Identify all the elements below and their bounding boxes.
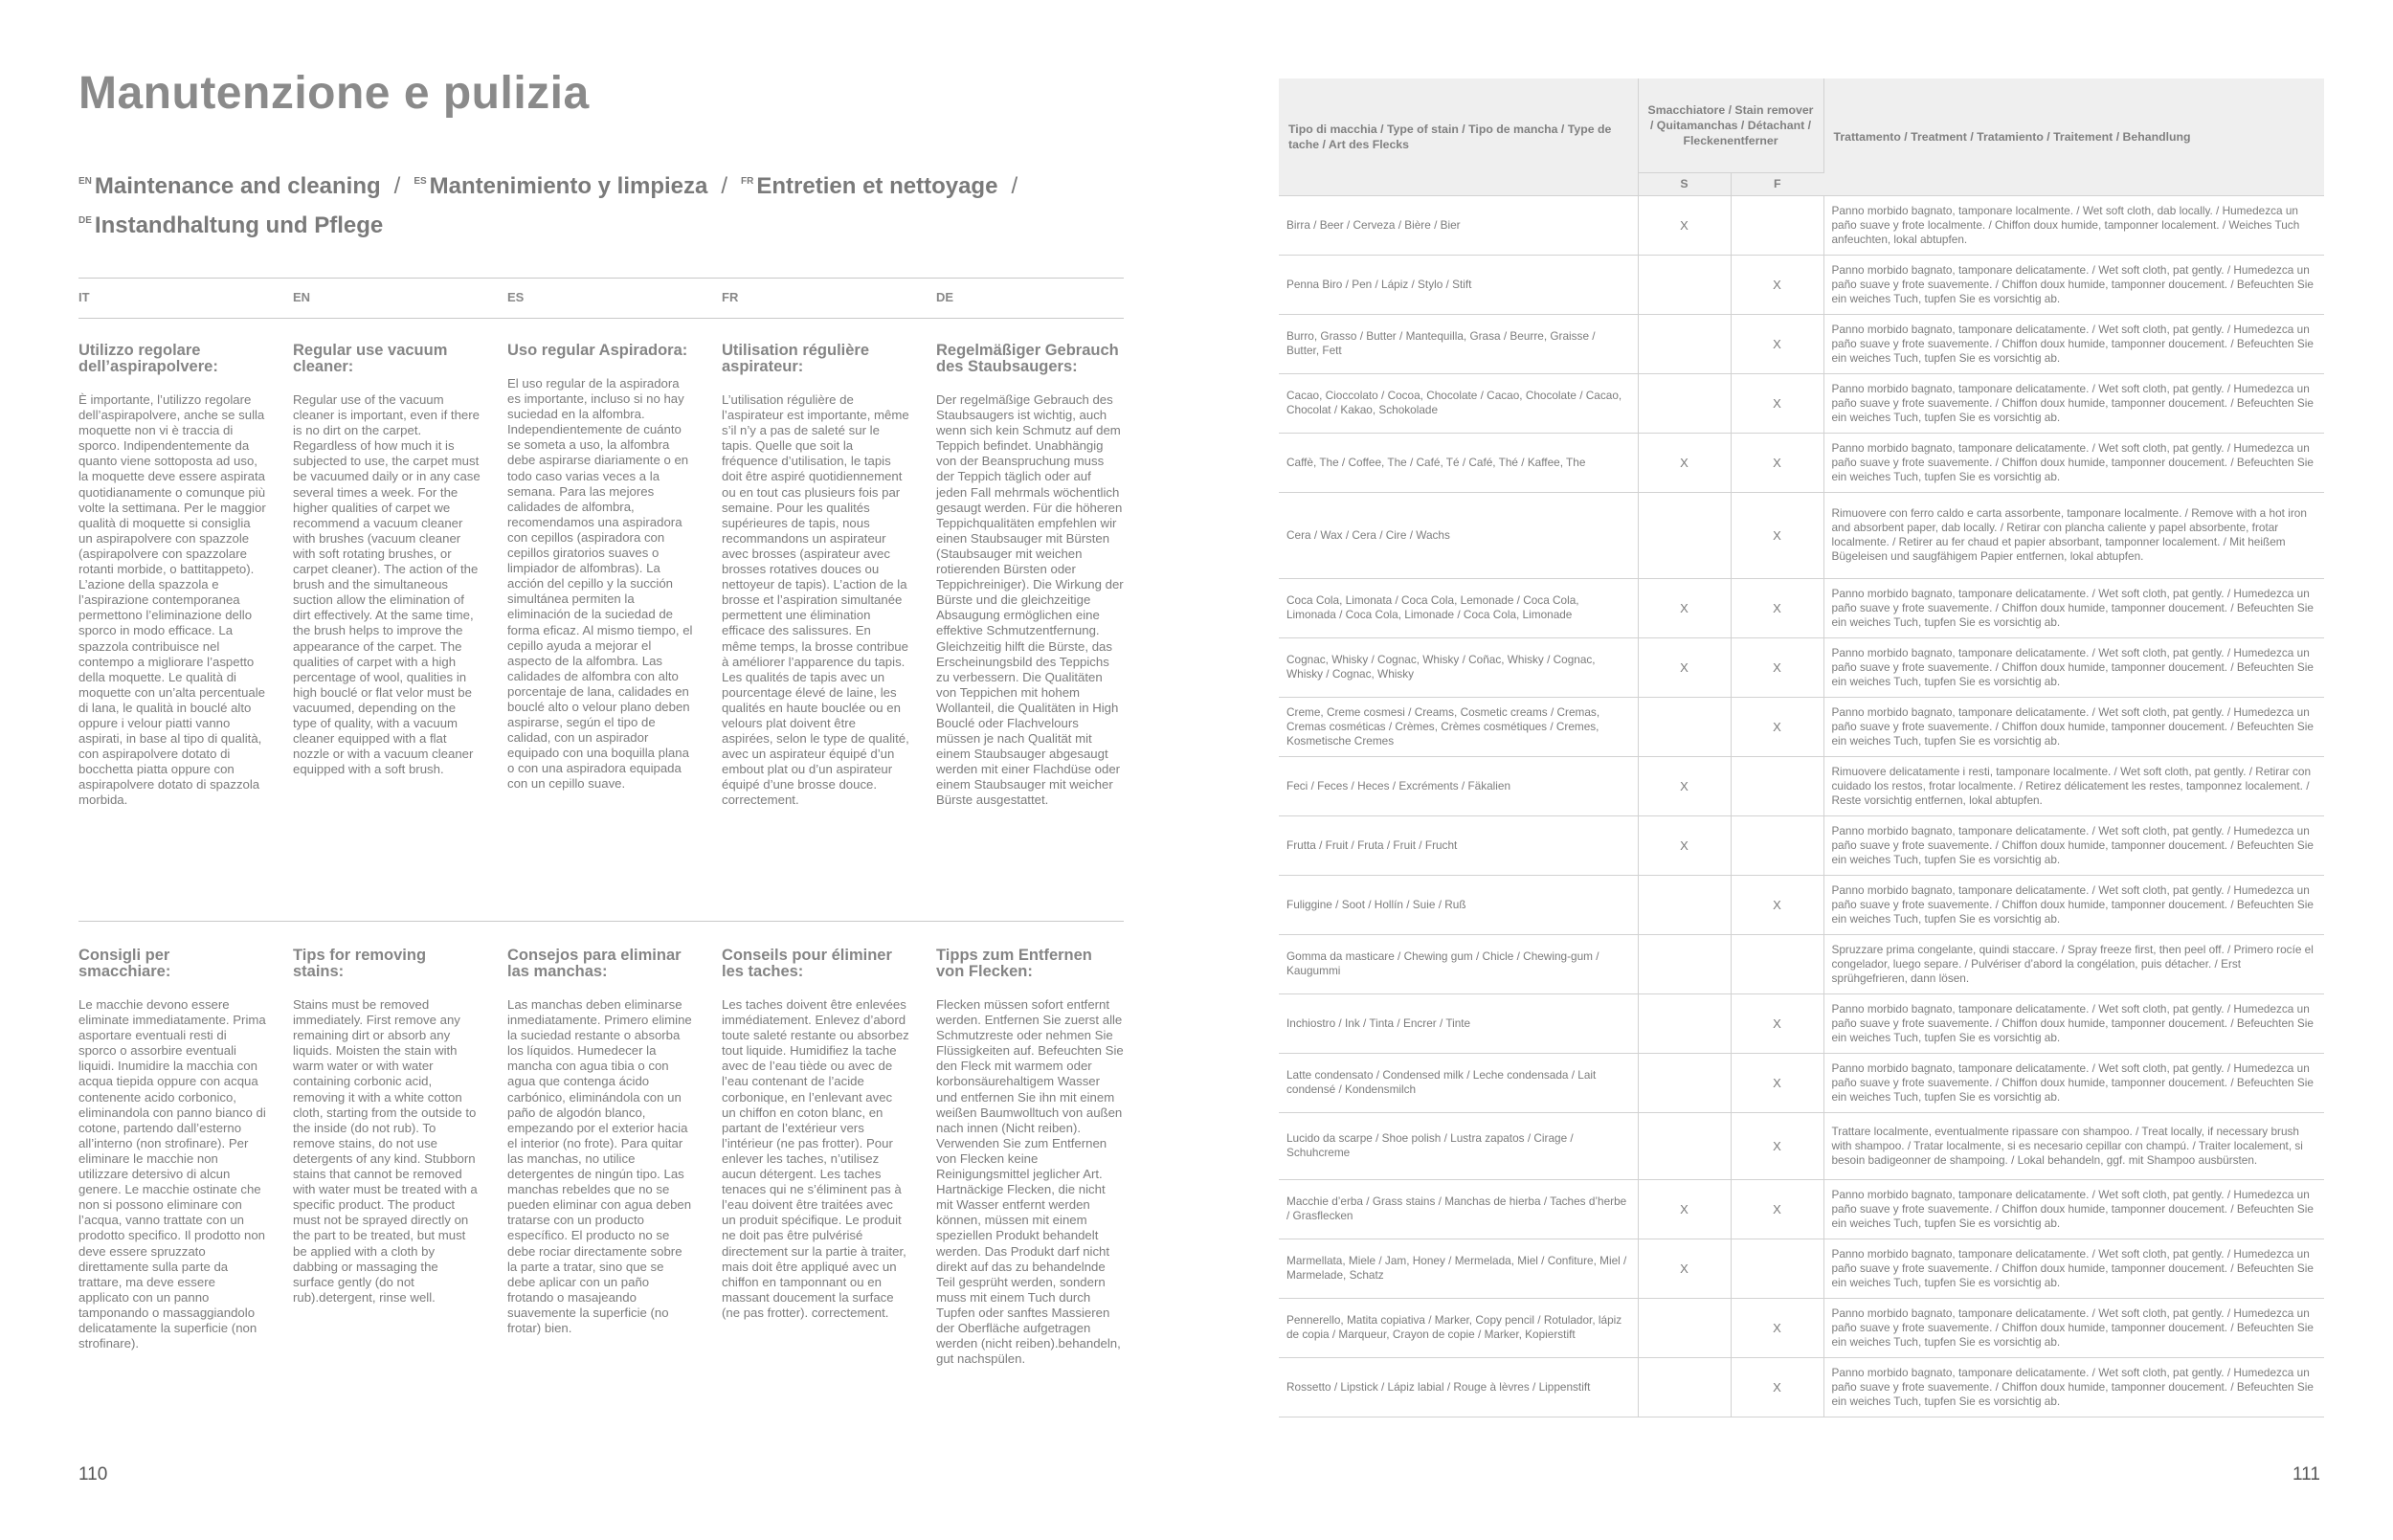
language-label-es: ES — [507, 290, 525, 304]
divider — [78, 921, 1124, 922]
table-row — [1279, 756, 2324, 815]
table-row — [1279, 993, 2324, 1053]
treatment-cell: Panno morbido bagnato, tamponare delicatamente. / Wet soft cloth, pat gently. / Humedezca un paño suave y frote suavemente. / Chiffon doux humide, tamponner doucement. / Befeuchten Sie ein weiches Tuch, tupfen Sie es vorsichtig ab. — [1823, 314, 2324, 373]
remover-s-cell: X — [1638, 433, 1731, 492]
table-row — [1279, 492, 2324, 578]
page-number-left: 110 — [78, 1464, 108, 1484]
section-vacuum-fr — [722, 343, 909, 809]
stain-treatment-table — [1279, 78, 2324, 1417]
stain-type-cell: Rossetto / Lipstick / Lápiz labial / Rouge à lèvres / Lippenstift — [1279, 1357, 1638, 1417]
remover-s-cell — [1638, 993, 1731, 1053]
remover-s-cell: X — [1638, 1239, 1731, 1298]
table-row — [1279, 934, 2324, 993]
remover-f-cell: X — [1731, 373, 1823, 433]
remover-s-cell — [1638, 314, 1731, 373]
table-row — [1279, 815, 2324, 875]
left-page — [0, 0, 1196, 1540]
treatment-cell: Panno morbido bagnato, tamponare delicatamente. / Wet soft cloth, pat gently. / Humedezca un paño suave y frote suavemente. / Chiffon doux humide, tamponner doucement. / Befeuchten Sie ein weiches Tuch, tupfen Sie es vorsichtig ab. — [1823, 255, 2324, 314]
stain-type-cell: Pennerello, Matita copiativa / Marker, Copy pencil / Rotulador, lápiz de copia / Marqueur, Crayon de copie / Marker, Kopierstift — [1279, 1298, 1638, 1357]
table-row — [1279, 255, 2324, 314]
remover-f-cell — [1731, 815, 1823, 875]
table-row — [1279, 433, 2324, 492]
subtitle-de: $^{DE}$ Instandhaltung und Pflege — [78, 212, 384, 238]
remover-f-cell: X — [1731, 697, 1823, 756]
table-row — [1279, 314, 2324, 373]
remover-f-cell: X — [1731, 255, 1823, 314]
table-row — [1279, 875, 2324, 934]
section-body: Flecken müssen sofort entfernt werden. Entfernen Sie zuerst alle Schmutzreste oder nehmen Sie Flüssigkeiten auf. Befeuchten Sie den Fleck mit warmem oder korbonsäurehaltigem Wasser und entfernen Sie ihn mit einem weißen Baumwolltuch von außen nach innen (Nicht reiben). Verwenden Sie zum Entfernen von Flecken keine Reinigungsmittel jeglicher Art. Hartnäckige Flecken, die nicht mit Wasser entfernt werden können, müssen mit einem speziellen Produkt behandelt werden. Das Produkt darf nicht direkt auf das zu behandelnde Teil gesprüht werden, sondern muss mit einem Tuch durch Tupfen oder sanftes Massieren der Oberfläche aufgetragen werden (nicht reiben).behandeln, gut nachspülen. — [936, 997, 1124, 1367]
stain-type-cell: Marmellata, Miele / Jam, Honey / Mermelada, Miel / Confiture, Miel / Marmelade, Schatz — [1279, 1239, 1638, 1298]
treatment-cell: Trattare localmente, eventualmente ripassare con shampoo. / Treat locally, if necessary brush with shampoo. / Tratar localmente, si es necesario cepillar con champú. / Traiter localement, si besoin badigeonner de shampoing. / Lokal behandeln, ggf. mit Shampoo ausbürsten. — [1823, 1112, 2324, 1179]
table-row — [1279, 578, 2324, 637]
section-body: Der regelmäßige Gebrauch des Staubsaugers ist wichtig, auch wenn sich kein Schmutz auf dem Teppich befindet. Unabhängig von der Beanspruchung muss der Teppich täglich oder auf jeden Fall mehrmals wöchentlich gesaugt werden. Für die höheren Teppichqualitäten empfehlen wir einen Staubsauger mit Bürsten (Staubsauger mit weichen rotierenden Bürsten oder Teppichreiniger). Die Wirkung der Bürste und die gleichzeitige Absaugung ermöglichen eine effektive Schmutzentfernung. Gleichzeitig hilft die Bürste, das Erscheinungsbild des Teppichs zu verbessern. Die Qualitäten von Teppichen mit hohem Wollanteil, die Qualitäten in High Bouclé oder Flachvelours müssen je nach Qualität mit einem Staubsauger abgesaugt werden mit einer Flachdüse oder einem Staubsauger mit weicher Bürste ausgestattet. — [936, 392, 1124, 808]
subtitle-fr: $^{FR}$ Entretien et nettoyage — [741, 173, 998, 199]
treatment-cell: Panno morbido bagnato, tamponare delicatamente. / Wet soft cloth, pat gently. / Humedezca un paño suave y frote suavemente. / Chiffon doux humide, tamponner doucement. / Befeuchten Sie ein weiches Tuch, tupfen Sie es vorsichtig ab. — [1823, 1357, 2324, 1417]
treatment-cell: Panno morbido bagnato, tamponare delicatamente. / Wet soft cloth, pat gently. / Humedezca un paño suave y frote suavemente. / Chiffon doux humide, tamponner doucement. / Befeuchten Sie ein weiches Tuch, tupfen Sie es vorsichtig ab. — [1823, 433, 2324, 492]
treatment-cell: Panno morbido bagnato, tamponare delicatamente. / Wet soft cloth, pat gently. / Humedezca un paño suave y frote suavemente. / Chiffon doux humide, tamponner doucement. / Befeuchten Sie ein weiches Tuch, tupfen Sie es vorsichtig ab. — [1823, 578, 2324, 637]
treatment-cell: Panno morbido bagnato, tamponare delicatamente. / Wet soft cloth, pat gently. / Humedezca un paño suave y frote suavemente. / Chiffon doux humide, tamponner doucement. / Befeuchten Sie ein weiches Tuch, tupfen Sie es vorsichtig ab. — [1823, 637, 2324, 697]
remover-s-cell — [1638, 373, 1731, 433]
treatment-cell: Panno morbido bagnato, tamponare delicatamente. / Wet soft cloth, pat gently. / Humedezca un paño suave y frote suavemente. / Chiffon doux humide, tamponner doucement. / Befeuchten Sie ein weiches Tuch, tupfen Sie es vorsichtig ab. — [1823, 875, 2324, 934]
stain-type-cell: Penna Biro / Pen / Lápiz / Stylo / Stift — [1279, 255, 1638, 314]
stain-type-cell: Gomma da masticare / Chewing gum / Chicle / Chewing-gum / Kaugummi — [1279, 934, 1638, 993]
table-row — [1279, 697, 2324, 756]
treatment-cell: Panno morbido bagnato, tamponare delicatamente. / Wet soft cloth, pat gently. / Humedezca un paño suave y frote suavemente. / Chiffon doux humide, tamponner doucement. / Befeuchten Sie ein weiches Tuch, tupfen Sie es vorsichtig ab. — [1823, 1298, 2324, 1357]
remover-f-cell: X — [1731, 1112, 1823, 1179]
remover-s-cell: X — [1638, 578, 1731, 637]
section-stains-de — [936, 948, 1124, 1367]
header-remover-f: F — [1731, 172, 1823, 195]
remover-s-cell — [1638, 1053, 1731, 1112]
treatment-cell: Panno morbido bagnato, tamponare localmente. / Wet soft cloth, dab locally. / Humedezca un paño suave y frote localmente. / Chiffon doux humide, tamponner localement. / Weiches Tuch anfeuchten, lokal abtupfen. — [1823, 195, 2324, 255]
stain-type-cell: Inchiostro / Ink / Tinta / Encrer / Tinte — [1279, 993, 1638, 1053]
remover-s-cell: X — [1638, 637, 1731, 697]
subtitle-en: $^{EN}$ Maintenance and cleaning — [78, 173, 381, 199]
language-label-it: IT — [78, 290, 90, 304]
table-row — [1279, 1179, 2324, 1239]
treatment-cell: Panno morbido bagnato, tamponare delicatamente. / Wet soft cloth, pat gently. / Humedezca un paño suave y frote suavemente. / Chiffon doux humide, tamponner doucement. / Befeuchten Sie ein weiches Tuch, tupfen Sie es vorsichtig ab. — [1823, 1179, 2324, 1239]
multilingual-subtitle — [78, 165, 1131, 243]
remover-s-cell: X — [1638, 756, 1731, 815]
stain-type-cell: Latte condensato / Condensed milk / Leche condensada / Lait condensé / Kondensmilch — [1279, 1053, 1638, 1112]
section-heading: Regular use vacuum cleaner: — [293, 342, 448, 375]
remover-f-cell: X — [1731, 637, 1823, 697]
stain-type-cell: Cacao, Cioccolato / Cocoa, Chocolate / Cacao, Chocolate / Cacao, Chocolat / Kakao, Schokolade — [1279, 373, 1638, 433]
section-body: Regular use of the vacuum cleaner is important, even if there is no dirt on the carpet. Regardless of how much it is subjected to use, the carpet must be vacuumed daily or in any case several times a week. For the higher qualities of carpet we recommend a vacuum cleaner with brushes (vacuum cleaner with soft rotating brushes, or carpet cleaner). The action of the brush and the simultaneous suction allow the elimination of dirt effectively. At the same time, the brush helps to improve the appearance of the carpet. The qualities of carpet with a high percentage of wool, qualities in high bouclé or flat velor must be vacuumed, depending on the type of quality, with a vacuum cleaner equipped with a flat nozzle or with a vacuum cleaner equipped with a soft brush. — [293, 392, 481, 777]
table-row — [1279, 637, 2324, 697]
remover-s-cell: X — [1638, 1179, 1731, 1239]
section-vacuum-de — [936, 343, 1124, 809]
stain-type-cell: Feci / Feces / Heces / Excréments / Fäkalien — [1279, 756, 1638, 815]
section-heading: Utilisation régulière aspirateur: — [722, 342, 870, 375]
section-body: È importante, l’utilizzo regolare dell’aspirapolvere, anche se sulla moquette non vi è traccia di sporco. Indipendentemente da quanto viene sottoposta ad uso, la moquette deve essere aspirata quotidianamente o comunque più volte la settimana. Per le maggior qualità di moquette si consiglia un aspirapolvere con spazzole (aspirapolvere con spazzolare rotanti morbide, o battitappeto). L’azione della spazzola e l’aspirazione contemporanea permettono l’eliminazione dello sporco in modo efficace. La spazzola contribuisce nel contempo a migliorare l’aspetto della moquette. Le qualità di moquette con un’alta percentuale di lana, le qualità in bouclé alto oppure i velour piatti vanno aspirati, in base al tipo di qualità, con aspirapolvere dotato di bocchetta piatta oppure con aspirapolvere dotato di spazzola morbida. — [78, 392, 266, 808]
header-treatment: Trattamento / Treatment / Tratamiento / Traitement / Behandlung — [1823, 78, 2324, 195]
section-heading: Regelmäßiger Gebrauch des Staubsaugers: — [936, 342, 1119, 375]
stain-type-cell: Cera / Wax / Cera / Cire / Wachs — [1279, 492, 1638, 578]
stain-type-cell: Cognac, Whisky / Cognac, Whisky / Coñac, Whisky / Cognac, Whisky / Cognac, Whisky — [1279, 637, 1638, 697]
stain-type-cell: Frutta / Fruit / Fruta / Fruit / Frucht — [1279, 815, 1638, 875]
stain-type-cell: Birra / Beer / Cerveza / Bière / Bier — [1279, 195, 1638, 255]
stain-type-cell: Caffè, The / Coffee, The / Café, Té / Café, Thé / Kaffee, The — [1279, 433, 1638, 492]
remover-f-cell — [1731, 934, 1823, 993]
remover-s-cell — [1638, 492, 1731, 578]
remover-f-cell: X — [1731, 433, 1823, 492]
treatment-cell: Panno morbido bagnato, tamponare delicatamente. / Wet soft cloth, pat gently. / Humedezca un paño suave y frote suavemente. / Chiffon doux humide, tamponner doucement. / Befeuchten Sie ein weiches Tuch, tupfen Sie es vorsichtig ab. — [1823, 373, 2324, 433]
remover-f-cell: X — [1731, 492, 1823, 578]
language-label-de: DE — [936, 290, 954, 304]
section-stains-es — [507, 948, 695, 1336]
remover-f-cell — [1731, 195, 1823, 255]
treatment-cell: Panno morbido bagnato, tamponare delicatamente. / Wet soft cloth, pat gently. / Humedezca un paño suave y frote suavemente. / Chiffon doux humide, tamponner doucement. / Befeuchten Sie ein weiches Tuch, tupfen Sie es vorsichtig ab. — [1823, 993, 2324, 1053]
remover-s-cell — [1638, 1357, 1731, 1417]
remover-f-cell — [1731, 756, 1823, 815]
remover-s-cell — [1638, 1298, 1731, 1357]
stain-type-cell: Creme, Creme cosmesi / Creams, Cosmetic creams / Cremas, Cremas cosméticas / Crèmes, Crèmes cosmétiques / Cremes, Kosmetische Cremes — [1279, 697, 1638, 756]
stain-type-cell: Burro, Grasso / Butter / Mantequilla, Grasa / Beurre, Graisse / Butter, Fett — [1279, 314, 1638, 373]
remover-s-cell — [1638, 255, 1731, 314]
remover-f-cell: X — [1731, 1179, 1823, 1239]
subtitle-separator: / — [393, 173, 401, 199]
section-body: Las manchas deben eliminarse inmediatamente. Primero elimine la suciedad restante o absorba los líquidos. Humedecer la mancha con agua tibia o con agua que contenga ácido carbónico, eliminándola con un paño de algodón blanco, empezando por el exterior hacia el interior (no frote). Para quitar las manchas, no utilice detergentes de ningún tipo. Las manchas rebeldes que no se pueden eliminar con agua deben tratarse con un producto específico. El producto no se debe rociar directamente sobre la parte a tratar, sino que se debe aplicar con un paño frotando o masajeando suavemente la superficie (no frotar) bien. — [507, 997, 692, 1335]
section-vacuum-es — [507, 343, 695, 792]
section-heading: Utilizzo regolare dell’aspirapolvere: — [78, 342, 218, 375]
treatment-cell: Panno morbido bagnato, tamponare delicatamente. / Wet soft cloth, pat gently. / Humedezca un paño suave y frote suavemente. / Chiffon doux humide, tamponner doucement. / Befeuchten Sie ein weiches Tuch, tupfen Sie es vorsichtig ab. — [1823, 697, 2324, 756]
table-row — [1279, 373, 2324, 433]
section-body: Stains must be removed immediately. First remove any remaining dirt or absorb any liquids. Moisten the stain with warm water or with water containing corbonic acid, removing it with a white cotton cloth, starting from the outside to the inside (do not rub). To remove stains, do not use detergents of any kind. Stubborn stains that cannot be removed with water must be treated with a specific product. The product must not be sprayed directly on the part to be treated, but must be applied with a cloth by dabbing or massaging the surface gently (do not rub).detergent, rinse well. — [293, 997, 478, 1305]
language-label-fr: FR — [722, 290, 739, 304]
divider — [78, 278, 1124, 279]
stain-type-cell: Lucido da scarpe / Shoe polish / Lustra zapatos / Cirage / Schuhcreme — [1279, 1112, 1638, 1179]
divider — [78, 318, 1124, 319]
section-vacuum-it — [78, 343, 266, 809]
table-row — [1279, 195, 2324, 255]
remover-s-cell: X — [1638, 815, 1731, 875]
remover-s-cell — [1638, 697, 1731, 756]
table-row — [1279, 1112, 2324, 1179]
table-row — [1279, 1239, 2324, 1298]
section-heading: Tipps zum Entfernen von Flecken: — [936, 947, 1092, 980]
remover-f-cell: X — [1731, 993, 1823, 1053]
treatment-cell: Spruzzare prima congelante, quindi staccare. / Spray freeze first, then peel off. / Primero rocíe el congelador, luego separe. / Pulvériser d’abord la congélation, puis détacher. / Erst sprühgefrieren, dann lösen. — [1823, 934, 2324, 993]
treatment-cell: Rimuovere con ferro caldo e carta assorbente, tamponare localmente. / Remove with a hot iron and absorbent paper, dab locally. / Retirar con plancha caliente y papel absorbente, frotar localmente. / Retirer au fer chaud et papier absorbant, tamponner localement. / Mit heißem Bügeleisen und saugfähigem Papier entfernen, lokal abtupfen. — [1823, 492, 2324, 578]
remover-s-cell: X — [1638, 195, 1731, 255]
section-heading: Tips for removing stains: — [293, 947, 427, 980]
remover-f-cell — [1731, 1239, 1823, 1298]
table-row — [1279, 1357, 2324, 1417]
section-heading: Consejos para eliminar las manchas: — [507, 947, 682, 980]
section-vacuum-en — [293, 343, 481, 777]
section-heading: Consigli per smacchiare: — [78, 947, 171, 980]
remover-f-cell: X — [1731, 314, 1823, 373]
remover-f-cell: X — [1731, 578, 1823, 637]
subtitle-separator: / — [1011, 173, 1018, 199]
stain-type-cell: Coca Cola, Limonata / Coca Cola, Lemonade / Coca Cola, Limonada / Coca Cola, Limonade / Coca Cola, Limonade — [1279, 578, 1638, 637]
remover-s-cell — [1638, 875, 1731, 934]
page-number-right: 111 — [2292, 1464, 2320, 1484]
section-body: L’utilisation régulière de l’aspirateur est importante, même s’il n’y a pas de saleté sur le tapis. Quelle que soit la fréquence d’utilisation, le tapis doit être aspiré quotidiennement ou en tout cas plusieurs fois par semaine. Pour les qualités supérieures de tapis, nous recommandons un aspirateur avec brosses (aspirateur avec brosses rotatives douces ou nettoyeur de tapis). L’action de la brosse et l’aspiration simultanée permettent une élimination efficace des salissures. En même temps, la brosse contribue à améliorer l’apparence du tapis. Les qualités de tapis avec un pourcentage élevé de laine, les qualités en haute bouclée ou en velours plat doivent être aspirées, selon le type de qualité, avec un aspirateur équipé d’un embout plat ou d’un aspirateur équipé d’une brosse douce. correctement. — [722, 392, 909, 808]
header-stain-type: Tipo di macchia / Type of stain / Tipo de mancha / Type de tache / Art des Flecks — [1279, 78, 1638, 195]
section-body: Les taches doivent être enlevées immédiatement. Enlevez d’abord toute saleté restante ou absorbez tout liquide. Humidifiez la tache avec de l’eau tiède ou avec de l’eau contenant de l’acide corbonique, en l’enlevant avec un chiffon en coton blanc, en partant de l’extérieur vers l’intérieur (ne pas frotter). Pour enlever les taches, n’utilisez aucun détergent. Les taches tenaces qui ne s’éliminent pas à l’eau doivent être traitées avec un produit spécifique. Le produit ne doit pas être pulvérisé directement sur la partie à traiter, mais doit être appliqué avec un chiffon en tamponnant ou en massant doucement la surface (ne pas frotter). correctement. — [722, 997, 909, 1320]
remover-f-cell: X — [1731, 1298, 1823, 1357]
subtitle-separator: / — [721, 173, 728, 199]
remover-f-cell: X — [1731, 875, 1823, 934]
section-heading: Uso regular Aspiradora: — [507, 342, 688, 359]
language-label-en: EN — [293, 290, 311, 304]
section-body: El uso regular de la aspiradora es importante, incluso si no hay suciedad en la alfombra. Independientemente de cuánto se someta a uso, la alfombra debe aspirarse diariamente o en todo caso varias veces a la semana. Para las mejores calidades de alfombra, recomendamos una aspiradora con cepillos (aspiradora con cepillos giratorios suaves o limpiador de alfombras). La acción del cepillo y la succión simultánea permiten la eliminación de la suciedad de forma eficaz. Al mismo tiempo, el cepillo ayuda a mejorar el aspecto de la alfombra. Las calidades de alfombra con alto porcentaje de lana, calidades en bouclé alto o velour plano deben aspirarse, según el tipo de calidad, con un aspirador equipado con una boquilla plana o con una aspiradora equipada con un cepillo suave. — [507, 376, 693, 792]
section-body: Le macchie devono essere eliminate immediatamente. Prima asportare eventuali resti di sporco o assorbire eventuali liquidi. Inumidire la macchia con acqua tiepida oppure con acqua contenente acido corbonico, eliminandola con panno bianco di cotone, partendo dall’esterno all’interno (non strofinare). Per eliminare le macchie non utilizzare detersivo di alcun genere. Le macchie ostinate che non si possono eliminare con l’acqua, vanno trattate con un prodotto specifico. Il prodotto non deve essere spruzzato direttamente sulla parte da trattare, ma deve essere applicato con un panno tamponando o massaggiandolo delicatamente la superficie (non strofinare). — [78, 997, 266, 1351]
treatment-cell: Rimuovere delicatamente i resti, tamponare localmente. / Wet soft cloth, pat gently. / Retirar con cuidado los restos, frotar localmente. / Retirez délicatement les restes, tamponnez localement. / Reste vorsichtig entfernen, lokal abtupfen. — [1823, 756, 2324, 815]
stain-type-cell: Fuliggine / Soot / Hollín / Suie / Ruß — [1279, 875, 1638, 934]
table-body — [1279, 195, 2324, 1417]
remover-f-cell: X — [1731, 1357, 1823, 1417]
section-stains-it — [78, 948, 266, 1351]
treatment-cell: Panno morbido bagnato, tamponare delicatamente. / Wet soft cloth, pat gently. / Humedezca un paño suave y frote suavemente. / Chiffon doux humide, tamponner doucement. / Befeuchten Sie ein weiches Tuch, tupfen Sie es vorsichtig ab. — [1823, 1239, 2324, 1298]
treatment-cell: Panno morbido bagnato, tamponare delicatamente. / Wet soft cloth, pat gently. / Humedezca un paño suave y frote suavemente. / Chiffon doux humide, tamponner doucement. / Befeuchten Sie ein weiches Tuch, tupfen Sie es vorsichtig ab. — [1823, 1053, 2324, 1112]
section-heading: Conseils pour éliminer les taches: — [722, 947, 892, 980]
header-remover: Smacchiatore / Stain remover / Quitamanchas / Détachant / Fleckenentferner — [1638, 78, 1823, 172]
subtitle-es: $^{ES}$ Mantenimiento y limpieza — [414, 173, 708, 199]
remover-f-cell: X — [1731, 1053, 1823, 1112]
section-stains-en — [293, 948, 481, 1306]
remover-s-cell — [1638, 1112, 1731, 1179]
treatment-cell: Panno morbido bagnato, tamponare delicatamente. / Wet soft cloth, pat gently. / Humedezca un paño suave y frote suavemente. / Chiffon doux humide, tamponner doucement. / Befeuchten Sie ein weiches Tuch, tupfen Sie es vorsichtig ab. — [1823, 815, 2324, 875]
table-row — [1279, 1053, 2324, 1112]
page-title: Manutenzione e pulizia — [78, 68, 590, 119]
section-stains-fr — [722, 948, 909, 1321]
remover-s-cell — [1638, 934, 1731, 993]
stain-type-cell: Macchie d’erba / Grass stains / Manchas de hierba / Taches d’herbe / Grasflecken — [1279, 1179, 1638, 1239]
header-remover-s: S — [1638, 172, 1731, 195]
table-row — [1279, 1298, 2324, 1357]
